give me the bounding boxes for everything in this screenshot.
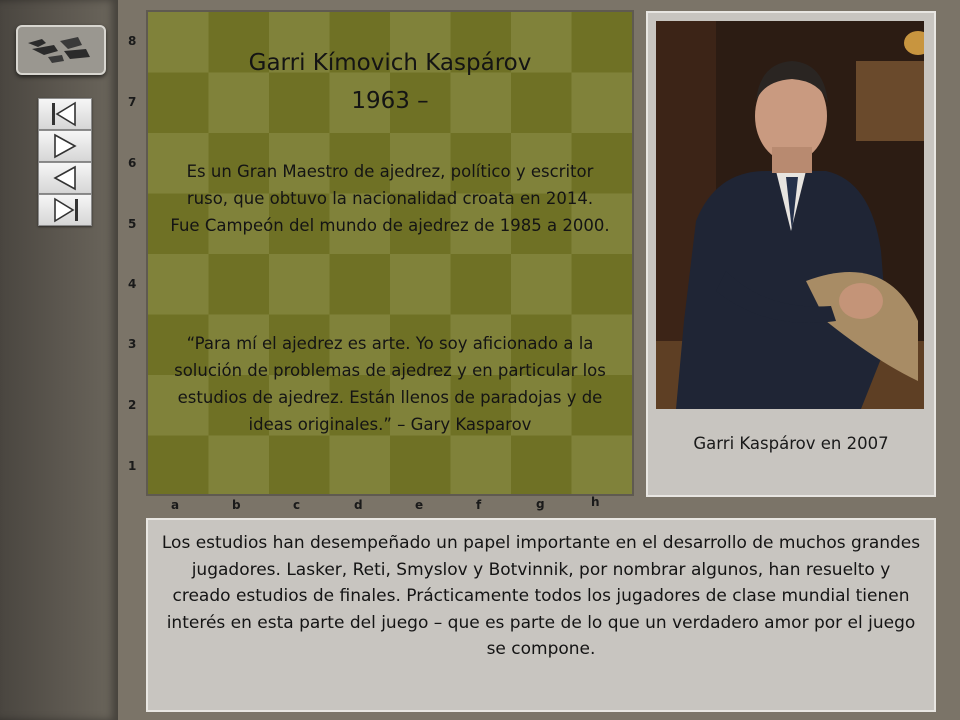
kasparov-photo bbox=[656, 21, 924, 409]
file-label: d bbox=[354, 498, 363, 512]
bio-title: Garri Kímovich Kaspárov bbox=[248, 50, 532, 76]
logo bbox=[16, 25, 106, 75]
rank-label: 4 bbox=[128, 277, 137, 291]
rank-label: 8 bbox=[128, 34, 137, 48]
rank-label: 6 bbox=[128, 156, 137, 170]
file-label: b bbox=[232, 498, 241, 512]
previous-page-button[interactable] bbox=[38, 162, 92, 194]
file-label: c bbox=[293, 498, 301, 512]
bio-quote: “Para mí el ajedrez es arte. Yo soy aficionado a la solución de problemas de ajedrez y en particular los estudios de ajedrez. Están llenos de paradojas y de ideas originales.” – Gary Kasparov bbox=[174, 334, 606, 434]
photo-caption: Garri Kaspárov en 2007 bbox=[693, 434, 889, 453]
file-label: f bbox=[476, 498, 482, 512]
chess-board bbox=[146, 10, 634, 496]
last-icon bbox=[47, 197, 83, 223]
photo-panel bbox=[646, 11, 936, 497]
file-label: a bbox=[171, 498, 180, 512]
rank-label: 5 bbox=[128, 217, 137, 231]
bio-description: Es un Gran Maestro de ajedrez, político y escritor ruso, que obtuvo la nacionalidad croata en 2014. Fue Campeón del mundo de ajedrez de 1985 a 2000. bbox=[170, 162, 610, 235]
previous-icon bbox=[47, 165, 83, 191]
rank-label: 2 bbox=[128, 398, 137, 412]
biography-text bbox=[148, 12, 632, 494]
file-label: g bbox=[536, 497, 545, 511]
rank-label: 3 bbox=[128, 337, 137, 351]
first-icon bbox=[47, 101, 83, 127]
footer-text: Los estudios han desempeñado un papel importante en el desarrollo de muchos grandes jugadores. Lasker, Reti, Smyslov y Botvinnik, por nombrar algunos, han resuelto y creado estudios de finales. Prácticamente todos los jugadores de clase mundial tienen interés en esta parte del juego – que es parte de lo que un verdadero amor por el juego se compone. bbox=[161, 533, 921, 659]
bio-years: 1963 – bbox=[351, 88, 429, 114]
rank-label: 7 bbox=[128, 95, 137, 109]
next-page-button[interactable] bbox=[38, 130, 92, 162]
file-label: h bbox=[591, 495, 600, 509]
first-page-button[interactable] bbox=[38, 98, 92, 130]
rank-label: 1 bbox=[128, 459, 137, 473]
footer-panel bbox=[146, 518, 936, 712]
file-label: e bbox=[415, 498, 424, 512]
last-page-button[interactable] bbox=[38, 194, 92, 226]
side-toolbar bbox=[0, 0, 118, 720]
next-icon bbox=[47, 133, 83, 159]
